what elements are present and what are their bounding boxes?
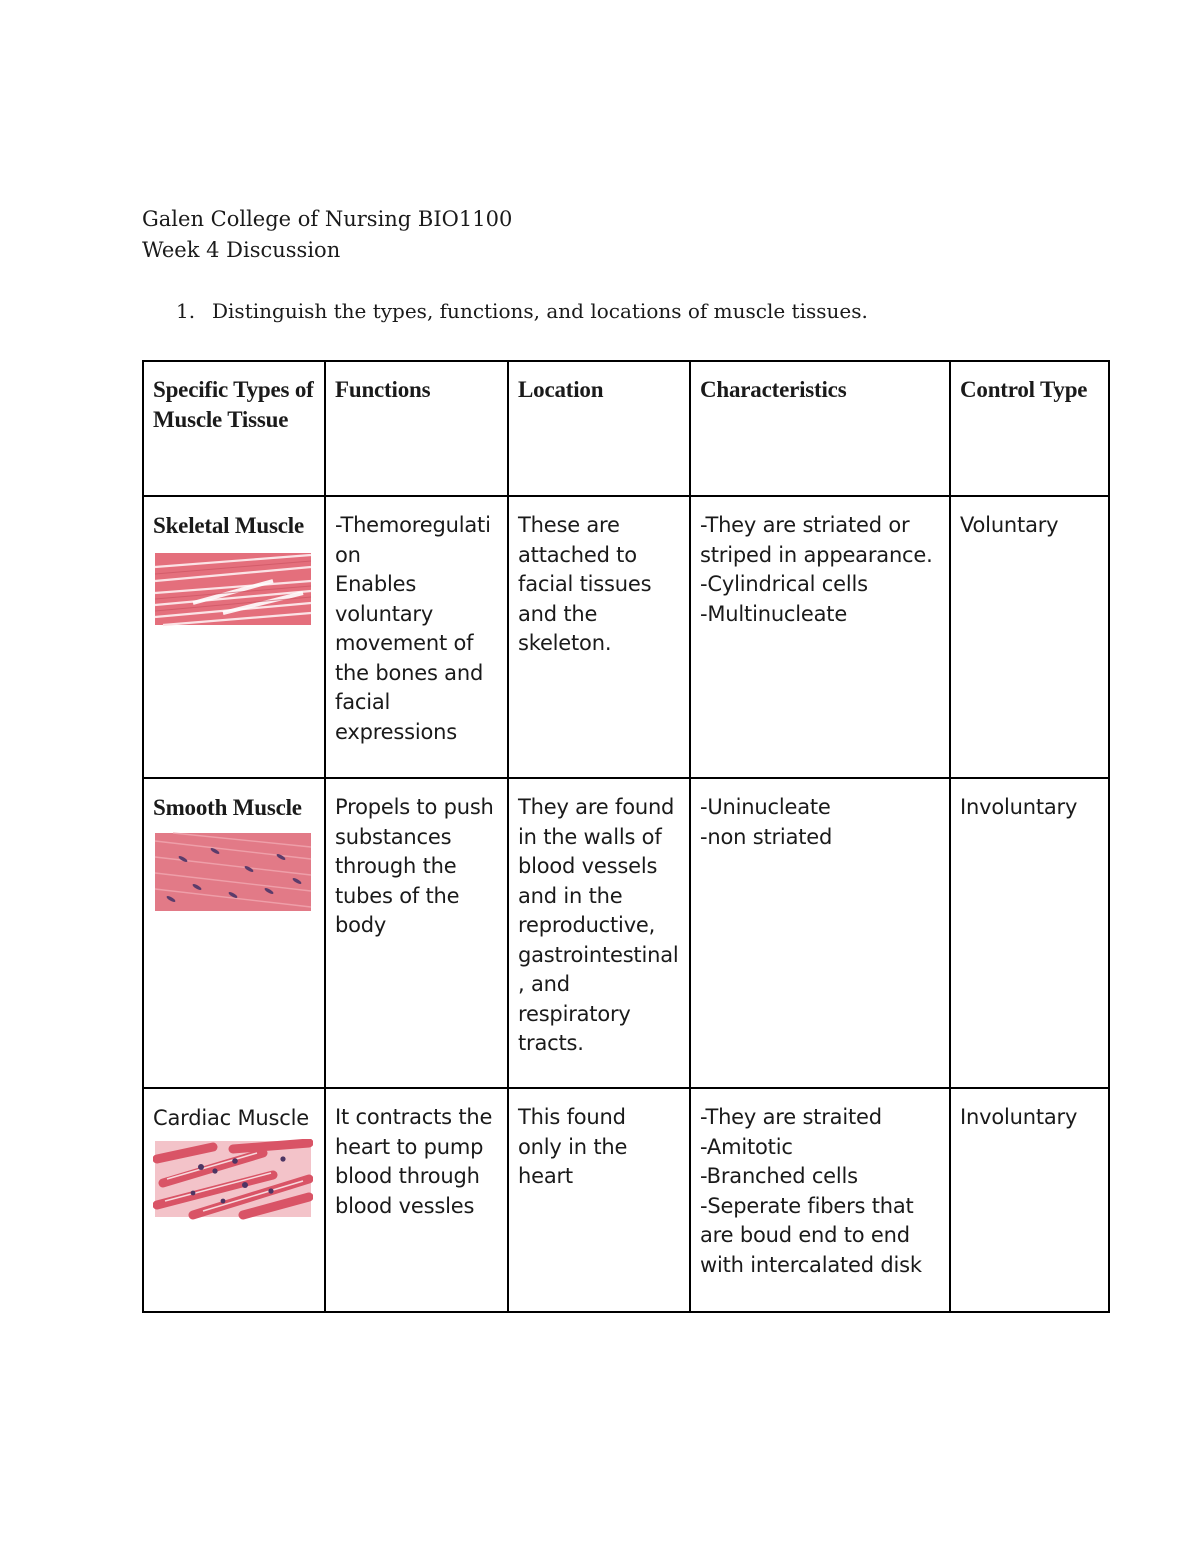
location-cell <box>508 778 690 1088</box>
assignment-title: Week 4 Discussion <box>142 238 341 262</box>
characteristics-cell <box>690 1088 950 1312</box>
cardiac-muscle-micrograph-icon <box>153 1139 313 1223</box>
control-cell <box>950 496 1109 778</box>
table-header-row <box>143 361 1109 496</box>
muscle-type-name: Smooth Muscle <box>153 795 302 820</box>
type-cell <box>143 496 325 778</box>
characteristics-cell <box>690 778 950 1088</box>
functions-text: Propels to push substances through the tubes of the body <box>335 795 494 937</box>
functions-text: -Themoregulati on Enables voluntary movement of the bones and facial expressions <box>335 513 491 744</box>
column-header-location: Location <box>508 361 690 496</box>
question-item <box>176 299 868 323</box>
table-row <box>143 496 1109 778</box>
muscle-tissue-table <box>142 360 1110 1313</box>
characteristics-text: -They are straited -Amitotic -Branched cells -Seperate fibers that are boud end to end with intercalated disk <box>700 1105 922 1277</box>
control-cell <box>950 778 1109 1088</box>
characteristics-cell <box>690 496 950 778</box>
skeletal-muscle-micrograph-icon <box>153 547 313 631</box>
column-header-control: Control Type <box>950 361 1109 496</box>
location-cell <box>508 1088 690 1312</box>
type-cell <box>143 778 325 1088</box>
functions-text: It contracts the heart to pump blood through blood vessles <box>335 1105 493 1218</box>
type-cell <box>143 1088 325 1312</box>
course-title: Galen College of Nursing BIO1100 <box>142 207 513 231</box>
table-row <box>143 778 1109 1088</box>
location-cell <box>508 496 690 778</box>
characteristics-text: -They are striated or striped in appearance. -Cylindrical cells -Multinucleate <box>700 513 933 626</box>
location-text: These are attached to facial tissues and the skeleton. <box>518 513 652 655</box>
characteristics-text: -Uninucleate -non striated <box>700 795 833 849</box>
functions-cell <box>325 778 508 1088</box>
table-row <box>143 1088 1109 1312</box>
control-text: Involuntary <box>960 795 1078 819</box>
muscle-type-name: Skeletal Muscle <box>153 513 304 538</box>
location-text: This found only in the heart <box>518 1105 628 1188</box>
muscle-type-name: Cardiac Muscle <box>153 1106 309 1130</box>
functions-cell <box>325 496 508 778</box>
question-number: 1. <box>176 299 196 323</box>
location-text: They are found in the walls of blood vessels and in the reproductive, gastrointestinal , and respiratory tracts. <box>518 795 679 1055</box>
column-header-functions: Functions <box>325 361 508 496</box>
control-cell <box>950 1088 1109 1312</box>
document-header <box>142 204 512 266</box>
column-header-characteristics: Characteristics <box>690 361 950 496</box>
column-header-type: Specific Types of Muscle Tissue <box>143 361 325 496</box>
smooth-muscle-micrograph-icon <box>153 829 313 919</box>
control-text: Involuntary <box>960 1105 1078 1129</box>
question-text: Distinguish the types, functions, and locations of muscle tissues. <box>212 299 868 323</box>
functions-cell <box>325 1088 508 1312</box>
control-text: Voluntary <box>960 513 1059 537</box>
